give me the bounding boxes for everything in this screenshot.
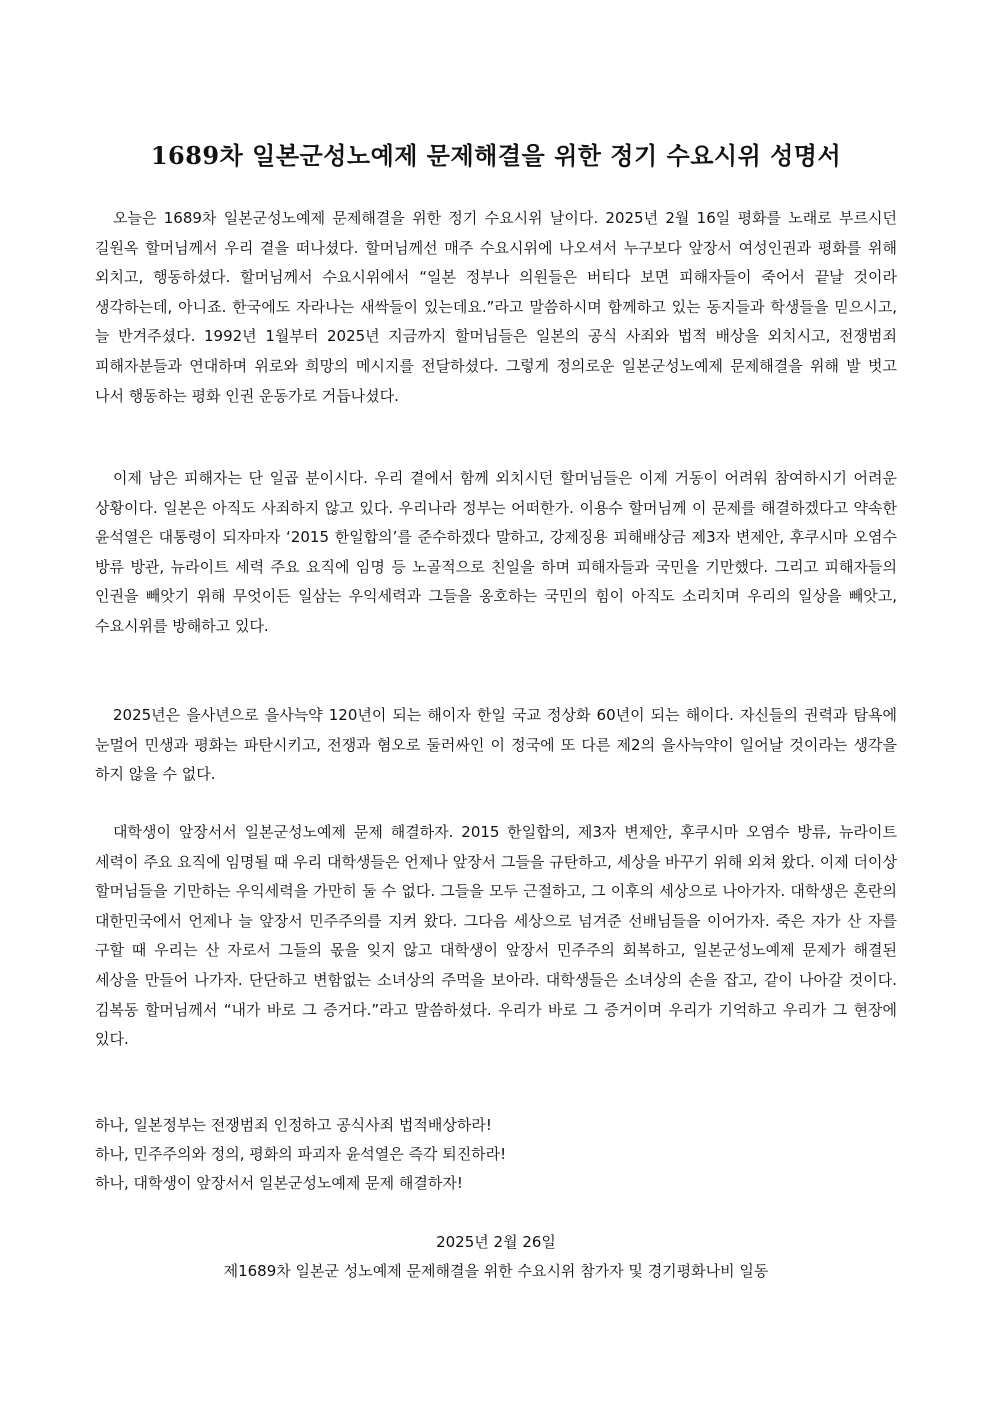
paragraph-2: 이제 남은 피해자는 단 일곱 분이시다. 우리 곁에서 함께 외치시던 할머님들은 이제 거동이 어려워 참여하시기 어려운 상황이다. 일본은 아직도 사죄하지 않고 있다. 우리나라 정부는 어떠한가. 이용수 할머님께 이 문제를 해결하겠다고 약속한 윤석열은 대통령이 되자마자 ‘2015 한일합의’를 준수하겠다 말하고, 강제징용 피해배상금 제3자 변제안, 후쿠시마 오염수 방류 방관, 뉴라이트 세력 주요 요직에 임명 등 노골적으로 친일을 하며 피해자들과 국민을 기만했다. 그리고 피해자들의 인권을 빼앗기 위해 무엇이든 일삼는 우익세력과 그들을 옹호하는 국민의 힘이 아직도 소리치며 우리의 일상을 빼앗고, 수요시위를 방해하고 있다. <box>95 469 897 635</box>
slogan-1: 하나, 일본정부는 전쟁범죄 인정하고 공식사죄 법적배상하라! <box>95 1116 492 1134</box>
signature-line: 제1689차 일본군 성노예제 문제해결을 위한 수요시위 참가자 및 경기평화나비 일동 <box>223 1262 769 1280</box>
slogan-2: 하나, 민주주의와 정의, 평화의 파괴자 윤석열은 즉각 퇴진하라! <box>95 1145 507 1163</box>
document-title: 1689차 일본군성노예제 문제해결을 위한 정기 수요시위 성명서 <box>150 141 842 170</box>
slogan-3: 하나, 대학생이 앞장서서 일본군성노예제 문제 해결하자! <box>95 1174 463 1192</box>
paragraph-1: 오늘은 1689차 일본군성노예제 문제해결을 위한 정기 수요시위 날이다. 2025년 2월 16일 평화를 노래로 부르시던 길원옥 할머님께서 우리 곁을 떠나셨다. 할머님께선 매주 수요시위에 나오셔서 누구보다 앞장서 여성인권과 평화를 위해 외치고, 행동하셨다. 할머님께서 수요시위에서 “일본 정부나 의원들은 버티다 보면 피해자들이 죽어서 끝날 것이라 생각하는데, 아니죠. 한국에도 자라나는 새싹들이 있는데요.”라고 말씀하시며 함께하고 있는 동지들과 학생들을 믿으시고, 늘 반겨주셨다. 1992년 1월부터 2025년 지금까지 할머님들은 일본의 공식 사죄와 법적 배상을 외치시고, 전쟁범죄 피해자분들과 연대하며 위로와 희망의 메시지를 전달하셨다. 그렇게 정의로운 일본군성노예제 문제해결을 위해 발 벗고 나서 행동하는 평화 인권 운동가로 거듭나셨다. <box>95 209 897 405</box>
paragraph-4: 대학생이 앞장서서 일본군성노예제 문제 해결하자. 2015 한일합의, 제3자 변제안, 후쿠시마 오염수 방류, 뉴라이트 세력이 주요 요직에 임명될 때 우리 대학생들은 언제나 앞장서 그들을 규탄하고, 세상을 바꾸기 위해 외쳐 왔다. 이제 더이상 할머님들을 기만하는 우익세력을 가만히 둘 수 없다. 그들을 모두 근절하고, 그 이후의 세상으로 나아가자. 대학생은 혼란의 대한민국에서 언제나 늘 앞장서 민주주의를 지켜 왔다. 그다음 세상으로 넘겨준 선배님들을 이어가자. 죽은 자가 산 자를 구할 때 우리는 산 자로서 그들의 몫을 잊지 않고 대학생이 앞장서 민주주의 회복하고, 일본군성노예제 문제가 해결된 세상을 만들어 나가자. 단단하고 변함없는 소녀상의 주먹을 보아라. 대학생들은 소녀상의 손을 잡고, 같이 나아갈 것이다. 김복동 할머님께서 “내가 바로 그 증거다.”라고 말씀하셨다. 우리가 바로 그 증거이며 우리가 기억하고 우리가 그 현장에 있다. <box>95 823 897 1049</box>
slogan-list <box>95 1111 897 1198</box>
paragraph-3: 2025년은 을사년으로 을사늑약 120년이 되는 해이자 한일 국교 정상화 60년이 되는 해이다. 자신들의 권력과 탐욕에 눈멀어 민생과 평화는 파탄시키고, 전쟁과 혐오로 둘러싸인 이 정국에 또 다른 제2의 을사늑약이 일어날 것이라는 생각을 하지 않을 수 없다. <box>95 706 897 784</box>
statement-date: 2025년 2월 26일 <box>436 1233 556 1251</box>
